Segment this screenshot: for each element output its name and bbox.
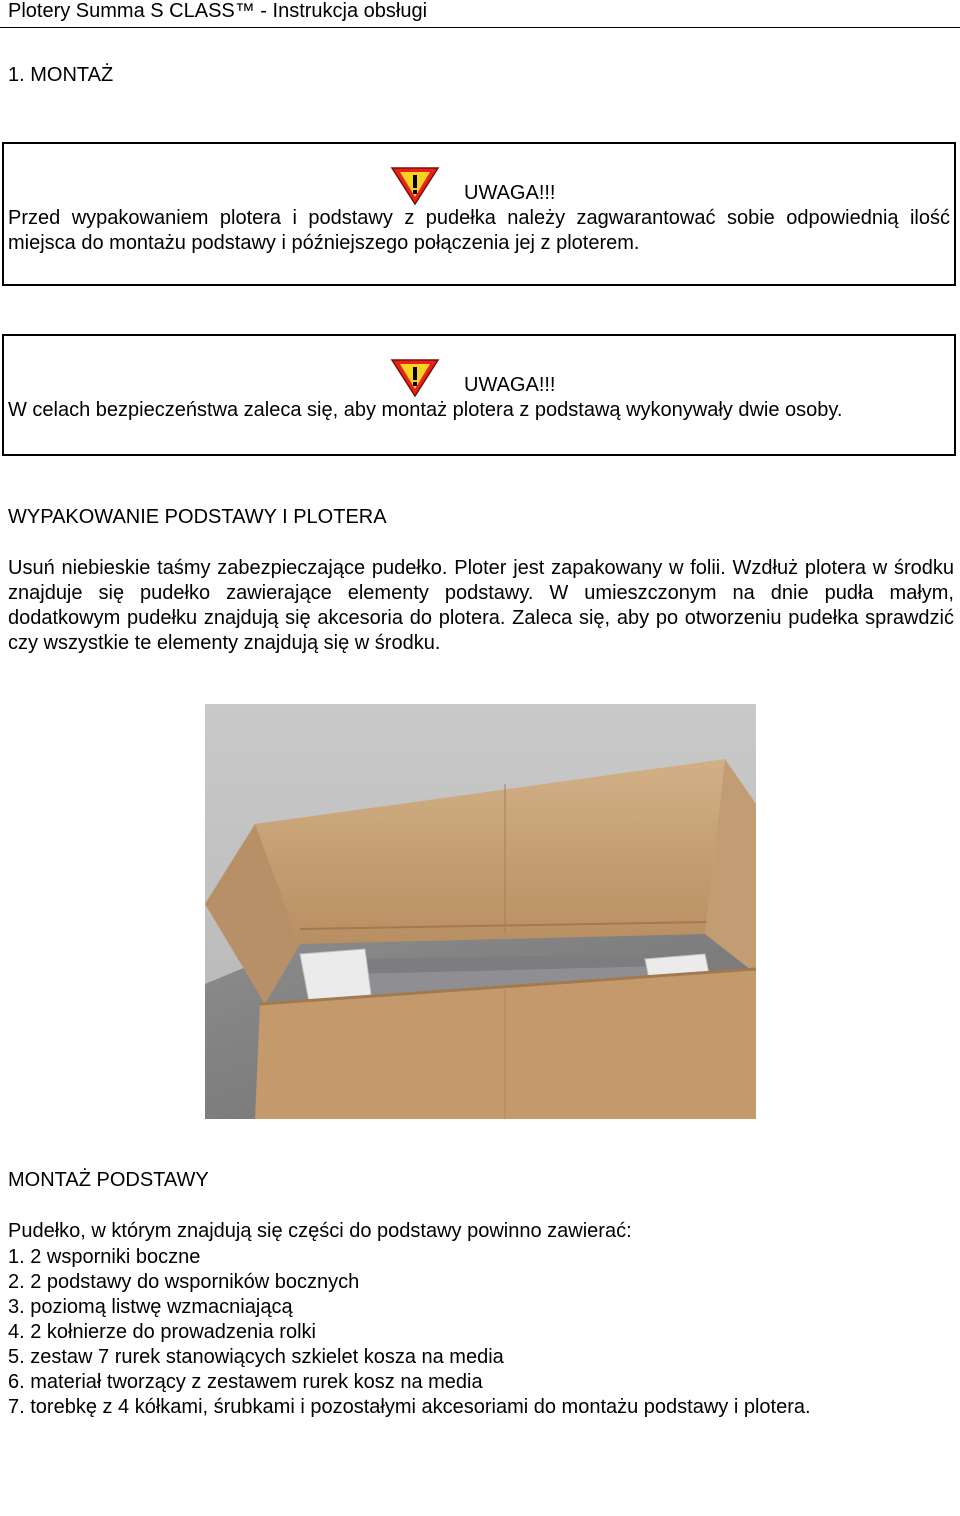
warning-triangle-icon bbox=[390, 358, 440, 398]
warning-label: UWAGA!!! bbox=[464, 182, 556, 204]
base-assembly-heading: MONTAŻ PODSTAWY bbox=[8, 1169, 209, 1191]
list-item: 1. 2 wsporniki boczne bbox=[8, 1246, 201, 1268]
warning-triangle-icon bbox=[390, 166, 440, 206]
section-heading: 1. MONTAŻ bbox=[8, 64, 114, 86]
list-item: 7. torebkę z 4 kółkami, śrubkami i pozostałymi akcesoriami do montażu podstawy i plotera. bbox=[8, 1396, 811, 1418]
list-item: 2. 2 podstawy do wsporników bocznych bbox=[8, 1271, 360, 1293]
open-box-photo bbox=[205, 704, 756, 1119]
header-divider bbox=[0, 27, 960, 28]
unpacking-heading: WYPAKOWANIE PODSTAWY I PLOTERA bbox=[8, 506, 387, 528]
base-assembly-intro: Pudełko, w którym znajdują się części do podstawy powinno zawierać: bbox=[8, 1220, 632, 1242]
warning-text: Przed wypakowaniem plotera i podstawy z pudełka należy zagwarantować sobie odpowiednią ilość miejsca do montażu podstawy i późniejszego połączenia jej z ploterem. bbox=[8, 207, 950, 254]
parts-list bbox=[8, 1245, 811, 1420]
document-header-title: Plotery Summa S CLASS™ - Instrukcja obsługi bbox=[8, 0, 428, 22]
warning-box-space bbox=[2, 142, 956, 286]
list-item: 4. 2 kołnierze do prowadzenia rolki bbox=[8, 1321, 316, 1343]
unpacking-paragraph: Usuń niebieskie taśmy zabezpieczające pudełko. Ploter jest zapakowany w folii. Wzdłuż plotera w środku znajduje się pudełko zawierające elementy podstawy. W umieszczonym na dnie pudła małym, dodatkowym pudełku znajdują się akcesoria do plotera. Zaleca się, aby po otworzeniu pudełka sprawdzić czy wszystkie te elementy znajdują się w środku. bbox=[8, 557, 954, 654]
list-item: 5. zestaw 7 rurek stanowiących szkielet kosza na media bbox=[8, 1346, 504, 1368]
warning-text: W celach bezpieczeństwa zaleca się, aby montaż plotera z podstawą wykonywały dwie osoby. bbox=[8, 399, 843, 421]
list-item: 6. materiał tworzący z zestawem rurek kosz na media bbox=[8, 1371, 483, 1393]
warning-box-safety bbox=[2, 334, 956, 456]
warning-label: UWAGA!!! bbox=[464, 374, 556, 396]
list-item: 3. poziomą listwę wzmacniającą bbox=[8, 1296, 293, 1318]
